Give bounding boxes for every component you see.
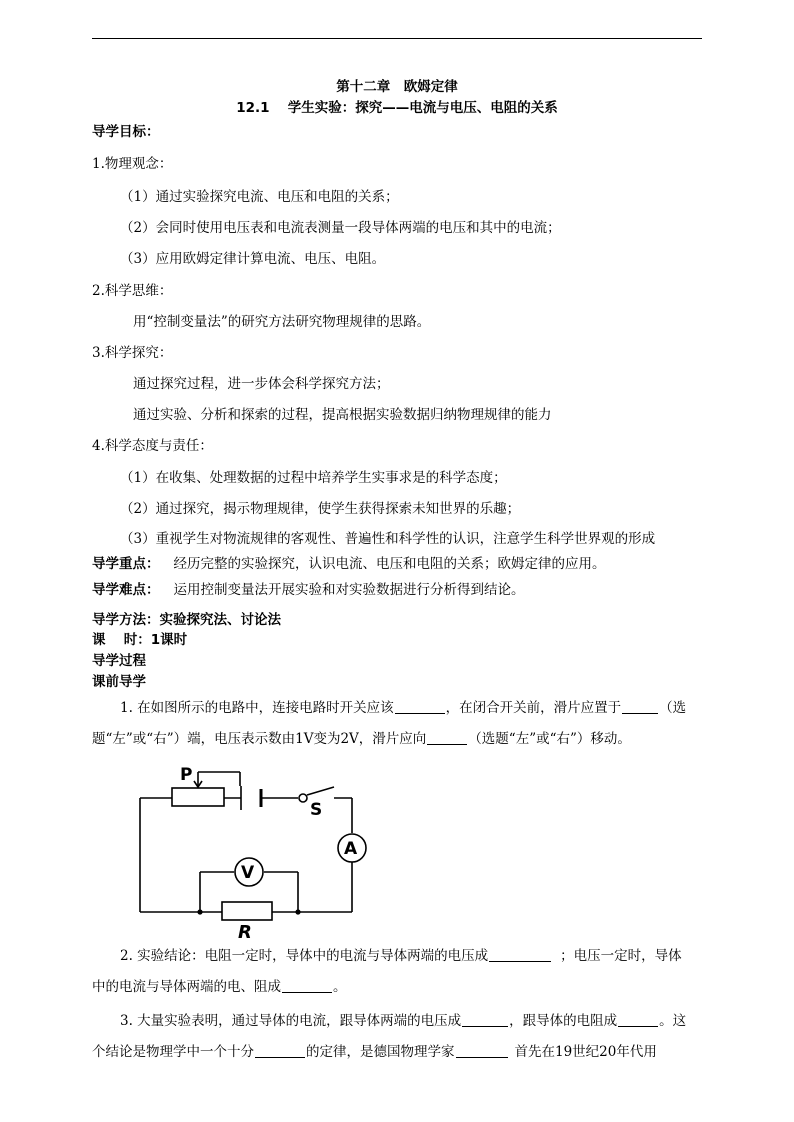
methods: 导学方法：实验探究法、讨论法	[92, 612, 281, 628]
q2-text: ；电压一定时，导体	[560, 948, 682, 964]
obj4-item: （2）通过探究，揭示物理规律，使学生获得探索未知世界的乐趣；	[120, 501, 521, 517]
label-r: R	[238, 922, 252, 942]
q3-text: ，跟导体的电阻成	[509, 1013, 618, 1029]
obj1-item: （3）应用欧姆定律计算电流、电压、电阻。	[120, 251, 386, 267]
q2-text: 中的电流与导体两端的电、阻成	[92, 979, 281, 995]
q1-text: 1. 在如图所示的电路中，连接电路时开关应该	[120, 700, 394, 716]
q1-text: （选	[659, 700, 687, 716]
obj1-item: （1）通过实验探究电流、电压和电阻的关系；	[120, 189, 399, 205]
key-points-label: 导学重点：	[92, 556, 160, 572]
q1-text: ，在闭合开关前，滑片应置于	[445, 700, 622, 716]
question-3-line-1	[120, 1012, 686, 1030]
junction-dot	[295, 909, 300, 914]
key-points-text: 经历完整的实验探究，认识电流、电压和电阻的关系；欧姆定律的应用。	[173, 556, 606, 572]
q2-text: 2. 实验结论：电阻一定时，导体中的电流与导体两端的电压成	[120, 948, 489, 964]
question-1-line-2	[92, 730, 631, 748]
obj2-item: 用“控制变量法”的研究方法研究物理规律的思路。	[133, 314, 431, 330]
question-2-line-1	[120, 947, 682, 965]
q2-text: 。	[333, 979, 347, 995]
difficulties-text: 运用控制变量法开展实验和对实验数据进行分析得到结论。	[173, 582, 525, 598]
answer-blank[interactable]	[456, 1043, 508, 1058]
answer-blank[interactable]	[622, 699, 658, 714]
circuit-diagram	[120, 760, 380, 942]
objectives-heading: 导学目标：	[92, 124, 160, 140]
resistor-icon	[222, 902, 272, 920]
pre-class-heading: 课前导学	[92, 674, 146, 690]
obj3-item: 通过实验、分析和探索的过程，提高根据实验数据归纳物理规律的能力	[133, 407, 552, 423]
answer-blank[interactable]	[255, 1043, 305, 1058]
section-title: 12.1 学生实验：探究——电流与电压、电阻的关系	[236, 100, 558, 116]
obj4-item: （3）重视学生对物流规律的客观性、普遍性和科学性的认识，注意学生科学世界观的形成	[120, 531, 656, 547]
q3-text: 首先在19世纪20年代用	[514, 1044, 657, 1060]
label-s: S	[310, 800, 323, 820]
key-points	[92, 555, 606, 573]
answer-blank[interactable]	[427, 730, 467, 745]
q1-text: （选题“左”或“右”）移动。	[468, 731, 631, 747]
header-rule	[92, 38, 702, 39]
answer-blank[interactable]	[618, 1012, 658, 1027]
question-2-line-2	[92, 978, 347, 996]
label-p: P	[180, 765, 193, 785]
switch-blade-icon	[307, 787, 334, 795]
switch-contact	[299, 794, 307, 802]
answer-blank[interactable]	[282, 978, 332, 993]
question-1-line-1	[120, 699, 686, 717]
chapter-title: 第十二章 欧姆定律	[336, 79, 458, 95]
obj1-item: （2）会同时使用电压表和电流表测量一段导体两端的电压和其中的电流；	[120, 220, 561, 236]
obj1-title: 1.物理观念：	[92, 156, 173, 172]
answer-blank[interactable]	[489, 947, 551, 962]
difficulties-label: 导学难点：	[92, 582, 160, 598]
q3-text: 3. 大量实验表明，通过导体的电流，跟导体两端的电压成	[120, 1013, 462, 1029]
class-hours: 课 时：1课时	[92, 632, 188, 648]
q3-text: 个结论是物理学中一个十分	[92, 1044, 254, 1060]
obj2-title: 2.科学思维：	[92, 283, 173, 299]
label-v: V	[241, 863, 255, 883]
answer-blank[interactable]	[462, 1012, 508, 1027]
obj4-title: 4.科学态度与责任：	[92, 438, 213, 454]
obj3-title: 3.科学探究：	[92, 345, 173, 361]
q3-text: 。这	[659, 1013, 687, 1029]
q1-text: 题“左”或“右”）端，电压表示数由1V变为2V，滑片应向	[92, 731, 427, 747]
question-3-line-2	[92, 1043, 657, 1061]
q3-text: 的定律，是德国物理学家	[306, 1044, 455, 1060]
answer-blank[interactable]	[395, 699, 445, 714]
difficulties	[92, 581, 525, 599]
obj4-item: （1）在收集、处理数据的过程中培养学生实事求是的科学态度；	[120, 470, 507, 486]
label-a: A	[344, 839, 358, 859]
obj3-item: 通过探究过程，进一步体会科学探究方法；	[133, 376, 390, 392]
junction-dot	[197, 909, 202, 914]
rheostat-icon	[172, 788, 224, 806]
process-heading: 导学过程	[92, 653, 146, 669]
